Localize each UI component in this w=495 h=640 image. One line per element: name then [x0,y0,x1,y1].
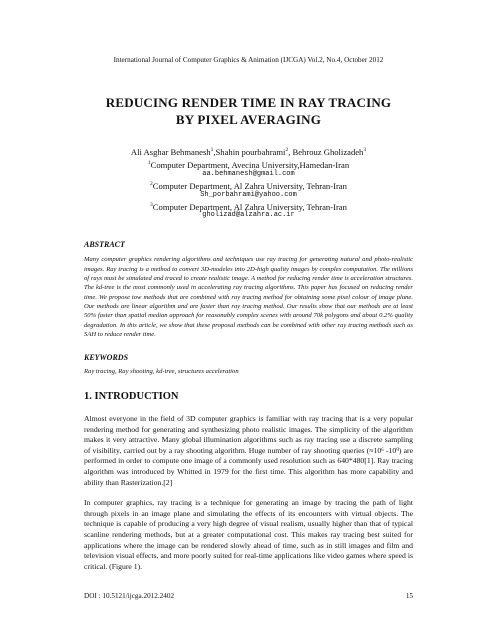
introduction-heading: 1. INTRODUCTION [84,391,179,403]
journal-header: International Journal of Computer Graphics & Animation (IJCGA) Vol.2, No.4, October 2012 [113,56,384,64]
intro-paragraph-2: In computer graphics, ray tracing is a technique for generating an image by tracing the path of light through pixels in an image plane and simulating the effects of its encounters with virtual objects. The technique is capable of producing a very high degree of visual realism, usually higher than that of typical scanline rendering methods, but at a greater computational cost. This makes ray tracing best suited for applications where the image can be rendered slowly ahead of time, such as in still images and film and television visual effects, and more poorly suited for real-time applications like video games where speed is critical. (Figure 1). [84,498,413,571]
author-2-sup: 2 [285,147,289,153]
author-block [84,145,413,220]
abstract-text: Many computer graphics rendering algorithms and techniques use ray tracing for generating natural and photo-realistic images. Ray tracing is a method to convert 3D-modeles into 2D-high quality images by complex computation. The millions of rays must be simulated and traced to create realistic image. A method for reducing render time is acceleration structures. The kd-tree is the most commonly used in accelerating ray tracing algorithms. This paper has focused on reducing render time. We propose tow methods that are combined with ray tracing method for obtaining some pixel colour of image plane. Our methods are linear algorithm and are faster than ray tracing method. Our results show that our methods are at least 50% faster than spatial median approach for reasonably complex scenes with around 70k polygons and about 0.2% quality degradation. In this article, we show that these proposal methods can be combined with other ray tracing methods such as SAH to reduce render time. [84,256,413,338]
email-3[interactable]: gholizad@alzahra.ac.ir [202,211,295,220]
affiliation-3 [84,200,413,212]
title-line-2: BY PIXEL AVERAGING [175,112,322,127]
author-1-sup: 1 [210,147,214,153]
affiliation-3-text: Computer Department, Al Zahra University, Tehran-Iran [152,201,347,212]
affiliation-1-text: Computer Department, Avecina University,Hamedan-Iran [150,159,350,170]
affiliation-3-sup: 3 [150,201,153,208]
affiliation-2-text: Computer Department, Al Zahra University, Tehran-Iran [152,180,347,191]
author-3-sup: 3 [363,147,367,153]
page-number: 15 [405,592,413,600]
affiliation-2 [84,179,413,191]
paper-title [84,94,413,128]
affiliation-2-sup: 2 [150,180,153,187]
author-names [84,145,413,158]
affiliation-1 [84,158,413,170]
intro-paragraph-1: Almost everyone in the field of 3D computer graphics is familiar with ray tracing that is a very popular rendering method for generating and synthesizing photo realistic images. The simplicity of the algorithm makes it very attractive. Many global illumination algorithms such as ray tracing use a discrete sampling of visibility, carried out by a ray shooting algorithm. Huge number of ray shooting queries (≈10⁶ -10⁹) are performed in order to compute one image of a commonly used resolution such as 640*480[1]. Ray tracing algorithm was introduced by Whitted in 1979 for the first time. This algorithm has more capability and ability than Rasterization.[2] [84,414,413,487]
page-footer [84,592,413,600]
abstract-heading: ABSTRACT [84,240,125,250]
affiliation-1-sup: 1 [147,159,151,166]
doi: DOI : 10.5121/ijcga.2012.2402 [84,592,175,600]
author-1: Ali Asghar Behmanesh [130,146,211,157]
keywords-heading: KEYWORDS [84,353,129,363]
keywords-text: Ray tracing, Ray shooting, kd-tree, structures acceleration [84,368,239,376]
author-2: ,Shahin pourbahrami [213,146,286,157]
title-line-1: REDUCING RENDER TIME IN RAY TRACING [105,95,392,110]
email-1[interactable]: aa.behmanesh@gmail.com [202,169,295,178]
email-2[interactable]: Sh_porbahrami@yahoo.com [200,190,297,199]
author-3: , Behrouz Gholizadeh [288,146,364,157]
